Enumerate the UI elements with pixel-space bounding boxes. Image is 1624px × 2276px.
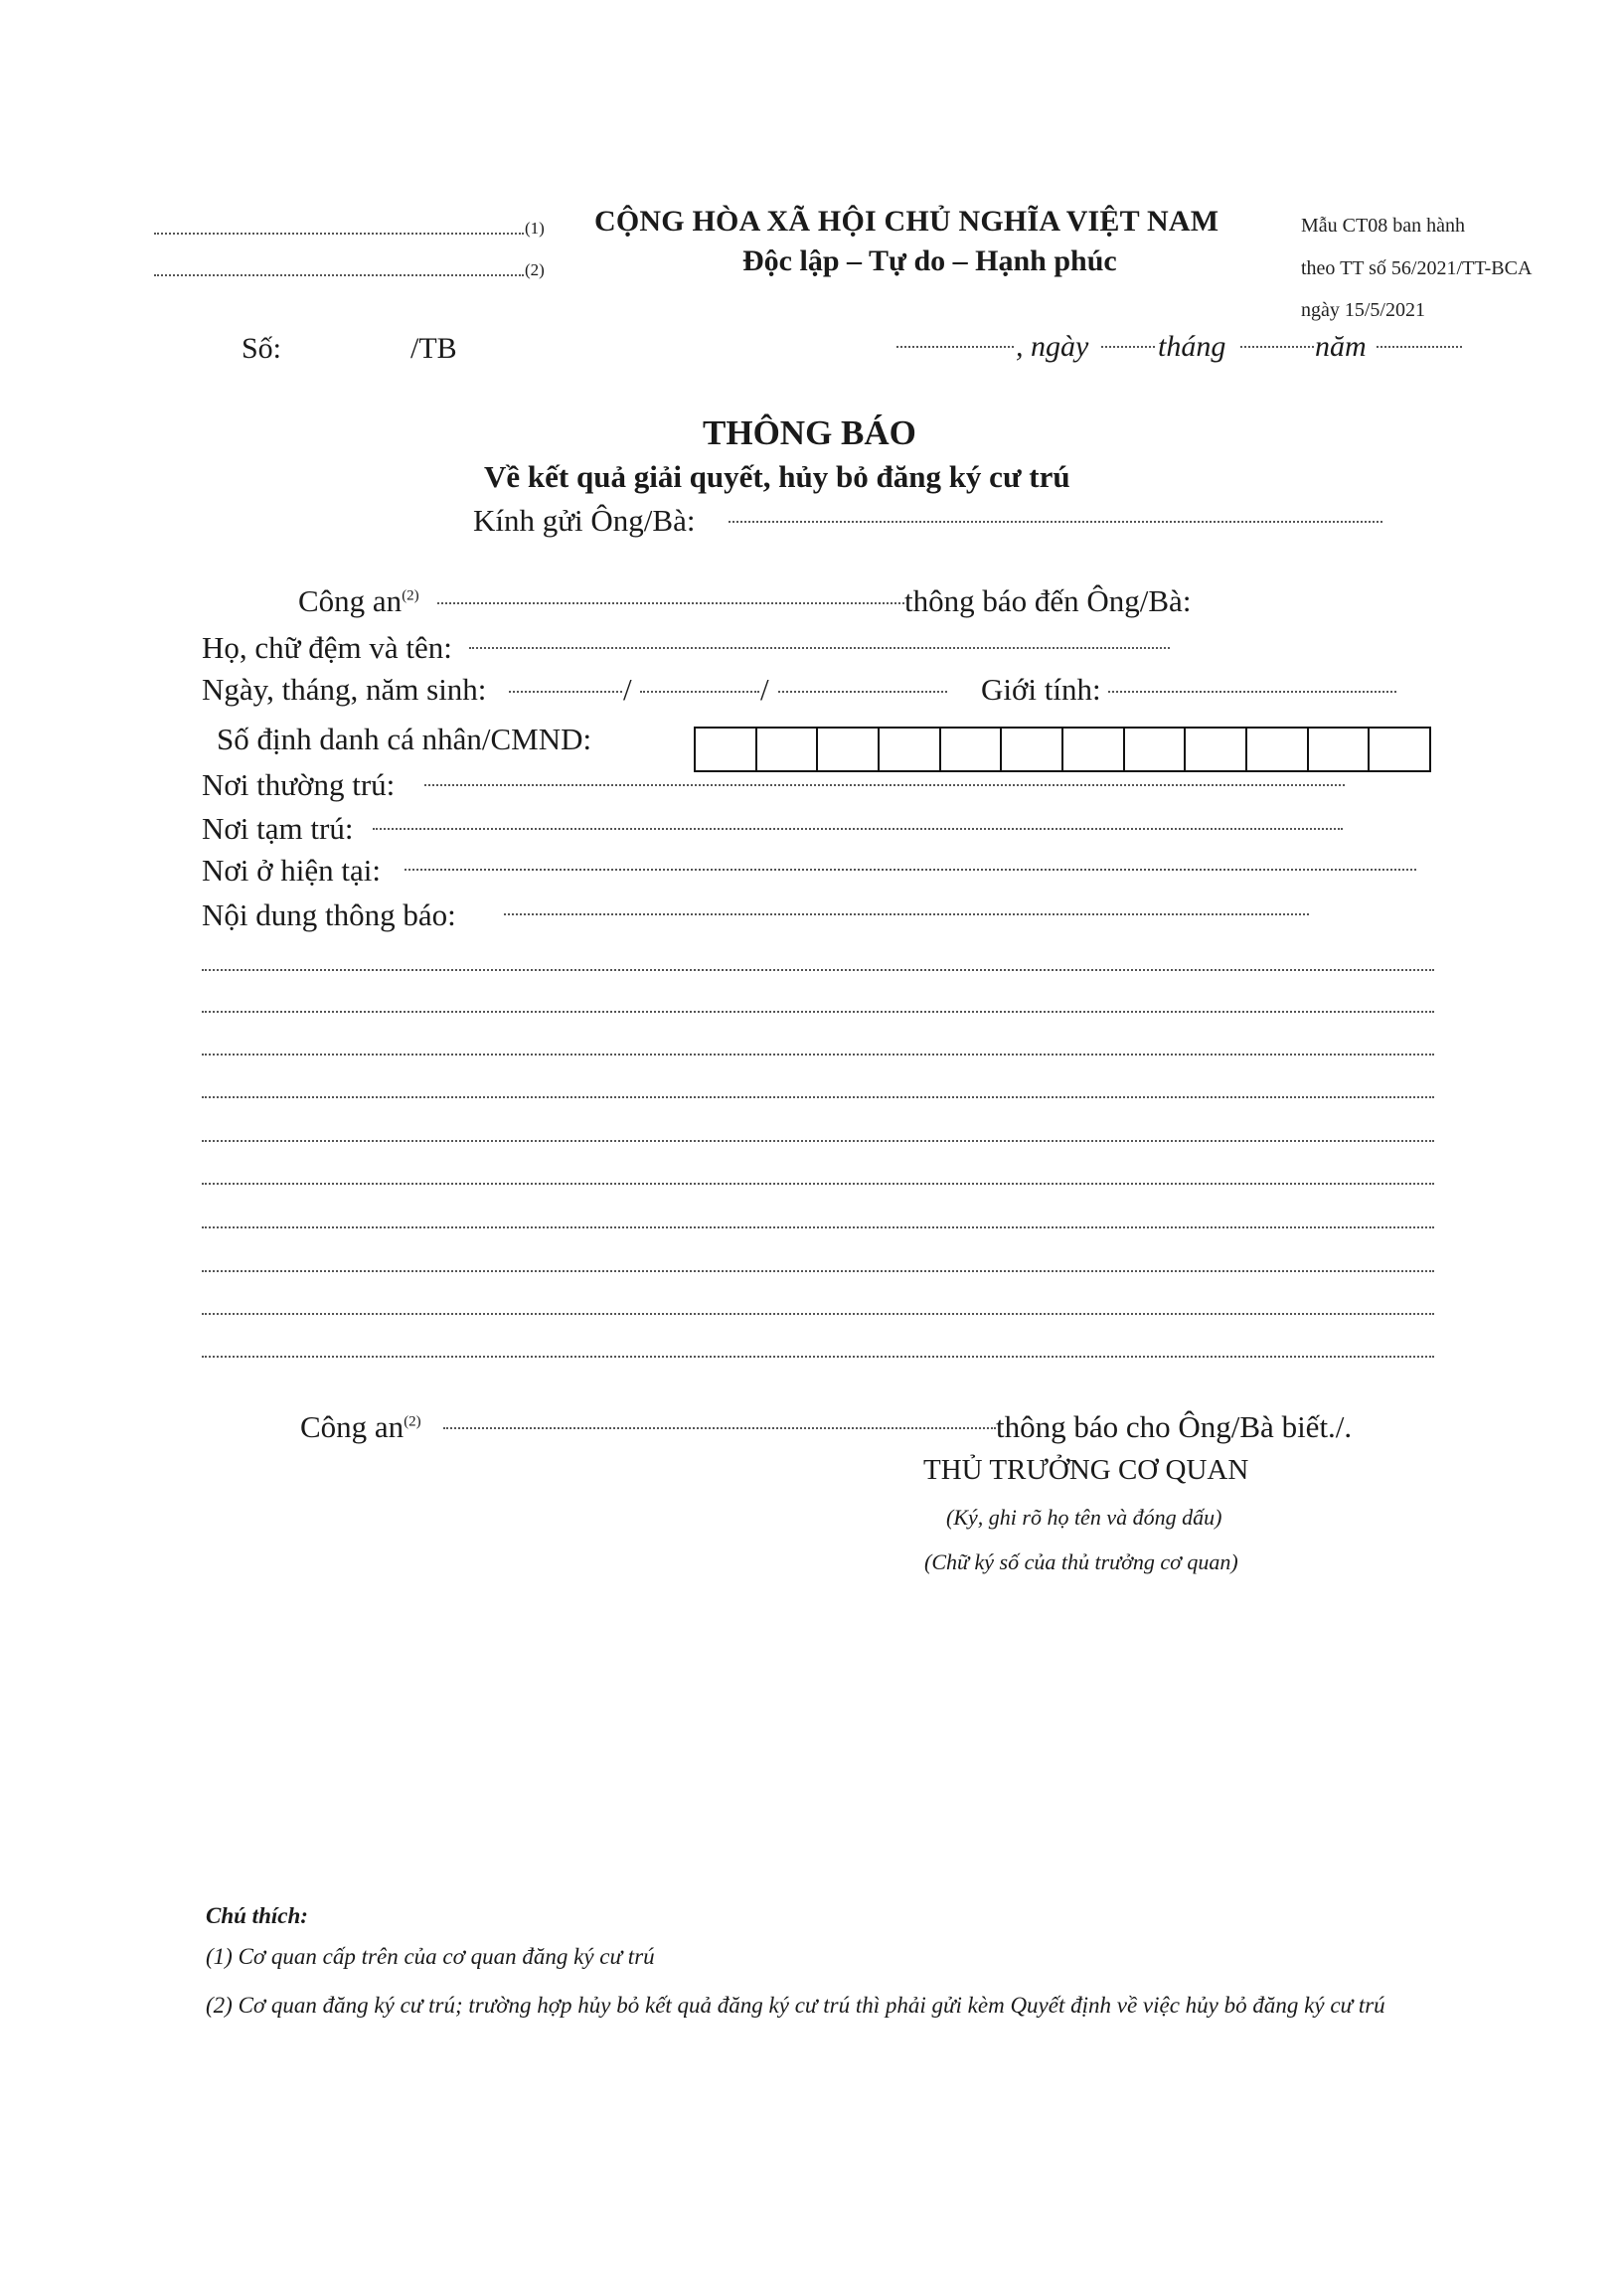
gender-label: Giới tính: xyxy=(981,672,1101,707)
temporary-residence-label: Nơi tạm trú: xyxy=(202,811,354,846)
notice-content-line[interactable] xyxy=(202,1011,1434,1013)
temporary-residence-line[interactable] xyxy=(373,828,1343,830)
permanent-residence-line[interactable] xyxy=(424,784,1345,786)
date-day-label: , ngày xyxy=(1016,330,1089,363)
dob-year-line[interactable] xyxy=(778,691,947,693)
agency-registration-line[interactable] xyxy=(154,274,524,276)
intro-suffix: thông báo đến Ông/Bà: xyxy=(904,583,1192,618)
id-number-cell[interactable] xyxy=(757,729,819,770)
form-code-line-3: ngày 15/5/2021 xyxy=(1301,299,1425,321)
notice-content-line[interactable] xyxy=(202,1270,1434,1272)
number-suffix: /TB xyxy=(410,332,457,365)
id-number-cell[interactable] xyxy=(880,729,941,770)
notice-content-label: Nội dung thông báo: xyxy=(202,897,456,932)
date-year-label: năm xyxy=(1315,330,1367,363)
id-number-cell[interactable] xyxy=(1002,729,1063,770)
agency-superior-line[interactable] xyxy=(154,233,524,235)
national-title: CỘNG HÒA XÃ HỘI CHỦ NGHĨA VIỆT NAM xyxy=(594,205,1219,238)
footnote-1: (1) Cơ quan cấp trên của cơ quan đăng ký cư trú xyxy=(206,1944,655,1969)
signature-note-1: (Ký, ghi rõ họ tên và đóng dấu) xyxy=(946,1505,1222,1530)
signature-note-2: (Chữ ký số của thủ trưởng cơ quan) xyxy=(924,1549,1238,1574)
closing-agency-line[interactable] xyxy=(443,1427,996,1429)
document-subtitle: Về kết quả giải quyết, hủy bỏ đăng ký cư trú xyxy=(484,459,1070,494)
intro-agency-line[interactable] xyxy=(437,602,904,604)
footnote-2: (2) Cơ quan đăng ký cư trú; trường hợp hủy bỏ kết quả đăng ký cư trú thì phải gửi kèm Quyết định về việc hủy bỏ đăng ký cư trú xyxy=(206,1993,1385,2018)
id-number-cell[interactable] xyxy=(1247,729,1309,770)
notice-content-line[interactable] xyxy=(202,1096,1434,1098)
intro-marker: (2) xyxy=(402,587,419,604)
national-motto: Độc lập – Tự do – Hạnh phúc xyxy=(742,244,1117,277)
date-day-line[interactable] xyxy=(1101,346,1155,348)
notice-content-line[interactable] xyxy=(202,1356,1434,1358)
document-title: THÔNG BÁO xyxy=(703,413,916,452)
permanent-residence-label: Nơi thường trú: xyxy=(202,767,396,802)
notice-content-line[interactable] xyxy=(202,1226,1434,1228)
id-number-cell[interactable] xyxy=(1063,729,1125,770)
id-number-cell[interactable] xyxy=(1125,729,1187,770)
intro-prefix: Công $an^{(2)}$ xyxy=(298,583,419,618)
recipient-line[interactable] xyxy=(729,521,1382,523)
notice-content-line-0[interactable] xyxy=(504,913,1309,915)
form-code-line-2: theo TT số 56/2021/TT-BCA xyxy=(1301,257,1533,279)
date-month-label: tháng xyxy=(1158,330,1226,363)
notice-content-line[interactable] xyxy=(202,1183,1434,1185)
id-number-cell[interactable] xyxy=(1309,729,1371,770)
footnotes-heading: Chú thích: xyxy=(206,1903,308,1928)
agency-superior-marker: (1) xyxy=(525,219,545,238)
notice-content-line[interactable] xyxy=(202,1054,1434,1056)
full-name-line[interactable] xyxy=(469,647,1170,649)
gender-line[interactable] xyxy=(1108,691,1396,693)
agency-registration-marker: (2) xyxy=(525,260,545,279)
number-label: Số: xyxy=(242,332,282,365)
closing-prefix: Công $an^{(2)}$ xyxy=(300,1409,421,1444)
full-name-label: Họ, chữ đệm và tên: xyxy=(202,630,452,665)
id-number-cell[interactable] xyxy=(818,729,880,770)
id-number-boxes[interactable] xyxy=(694,727,1431,772)
signature-title: THỦ TRƯỞNG CƠ QUAN xyxy=(923,1454,1249,1486)
id-number-cell[interactable] xyxy=(941,729,1003,770)
current-residence-label: Nơi ở hiện tại: xyxy=(202,853,382,888)
id-number-cell[interactable] xyxy=(1186,729,1247,770)
dob-sep-1: / xyxy=(623,672,632,707)
current-residence-line[interactable] xyxy=(405,869,1416,871)
date-month-line[interactable] xyxy=(1240,346,1314,348)
notice-content-line[interactable] xyxy=(202,1313,1434,1315)
id-number-cell[interactable] xyxy=(1370,729,1429,770)
dob-label: Ngày, tháng, năm sinh: xyxy=(202,672,487,707)
closing-suffix: thông báo cho Ông/Bà biết./. xyxy=(996,1409,1353,1444)
id-number-cell[interactable] xyxy=(696,729,757,770)
dob-day-line[interactable] xyxy=(509,691,622,693)
place-line[interactable] xyxy=(896,346,1014,348)
dob-sep-2: / xyxy=(760,672,769,707)
date-year-line[interactable] xyxy=(1377,346,1462,348)
id-number-label: Số định danh cá nhân/CMND: xyxy=(217,722,592,756)
recipient-label: Kính gửi Ông/Bà: xyxy=(473,503,696,538)
dob-month-line[interactable] xyxy=(640,691,759,693)
notice-content-line[interactable] xyxy=(202,969,1434,971)
closing-marker: (2) xyxy=(404,1413,421,1430)
notice-content-line[interactable] xyxy=(202,1140,1434,1142)
form-code-line-1: Mẫu CT08 ban hành xyxy=(1301,215,1465,237)
